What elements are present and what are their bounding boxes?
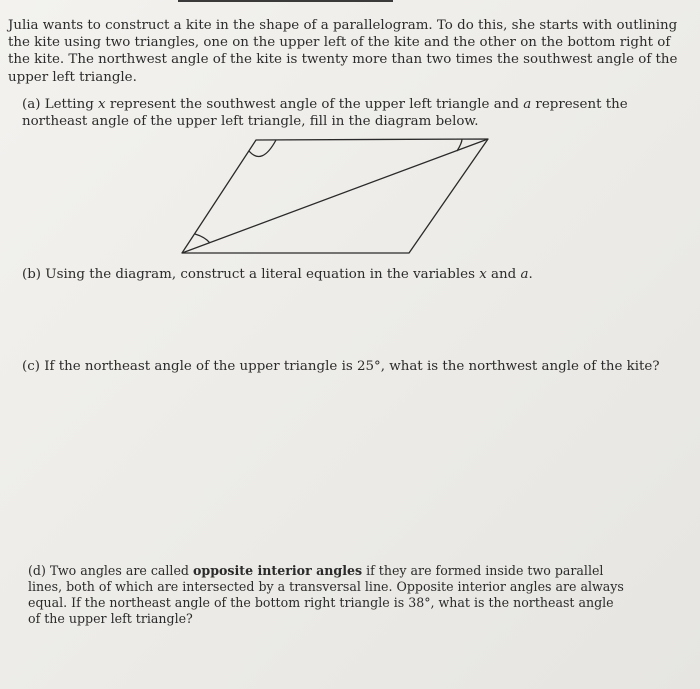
term-opposite-interior-angles: opposite interior angles	[192, 563, 363, 578]
problem-intro: Julia wants to construct a kite in the shape of a parallelogram. To do this, she starts with outlining the kite using two triangles, one on the upper left of the kite and the other on the bottom right of the kite. The northwest angle of the kite is twenty more than two times the southwest angle of the upper left triangle.	[8, 18, 678, 85]
diagonal-line	[182, 139, 488, 253]
northeast-angle-arc	[457, 139, 462, 151]
part-d-question	[28, 563, 628, 627]
part-b-text-end: .	[528, 267, 533, 282]
southwest-angle-arc	[195, 234, 210, 243]
part-b-question	[22, 266, 662, 283]
part-a-text: Letting	[44, 97, 99, 112]
part-b-label: (b)	[22, 267, 42, 282]
part-b-text-and: and	[486, 267, 521, 282]
part-c-question	[22, 358, 662, 375]
part-d-text-end: if they are formed inside two parallel lines, both of which are intersected by a transversal line. Opposite interior angles are always equal. If the northeast angle of the bottom right triangle is 38°, what is the northeast angle of the upper left triangle?	[28, 563, 624, 626]
part-c-label: (c)	[22, 359, 40, 374]
part-a-text-mid: represent the southwest angle of the upper left triangle and	[105, 97, 524, 112]
part-a-label: (a)	[22, 97, 41, 112]
part-d-label: (d)	[28, 563, 46, 578]
part-d-text: Two angles are called	[49, 563, 193, 578]
northwest-angle-arc	[249, 140, 276, 156]
part-a-text-end: represent the northeast angle of the upper left triangle, fill in the diagram below.	[22, 97, 628, 130]
variable-a: a	[523, 97, 532, 112]
variable-x: x	[98, 97, 106, 112]
part-b-text: Using the diagram, construct a literal equation in the variables	[45, 267, 480, 282]
part-c-text: If the northeast angle of the upper triangle is 25°, what is the northwest angle of the kite?	[44, 359, 660, 374]
part-b-variable-a: a	[520, 267, 529, 282]
top-rule	[178, 0, 393, 2]
part-b-variable-x: x	[479, 267, 487, 282]
parallelogram-outline	[182, 139, 488, 253]
part-a-question	[22, 96, 662, 130]
